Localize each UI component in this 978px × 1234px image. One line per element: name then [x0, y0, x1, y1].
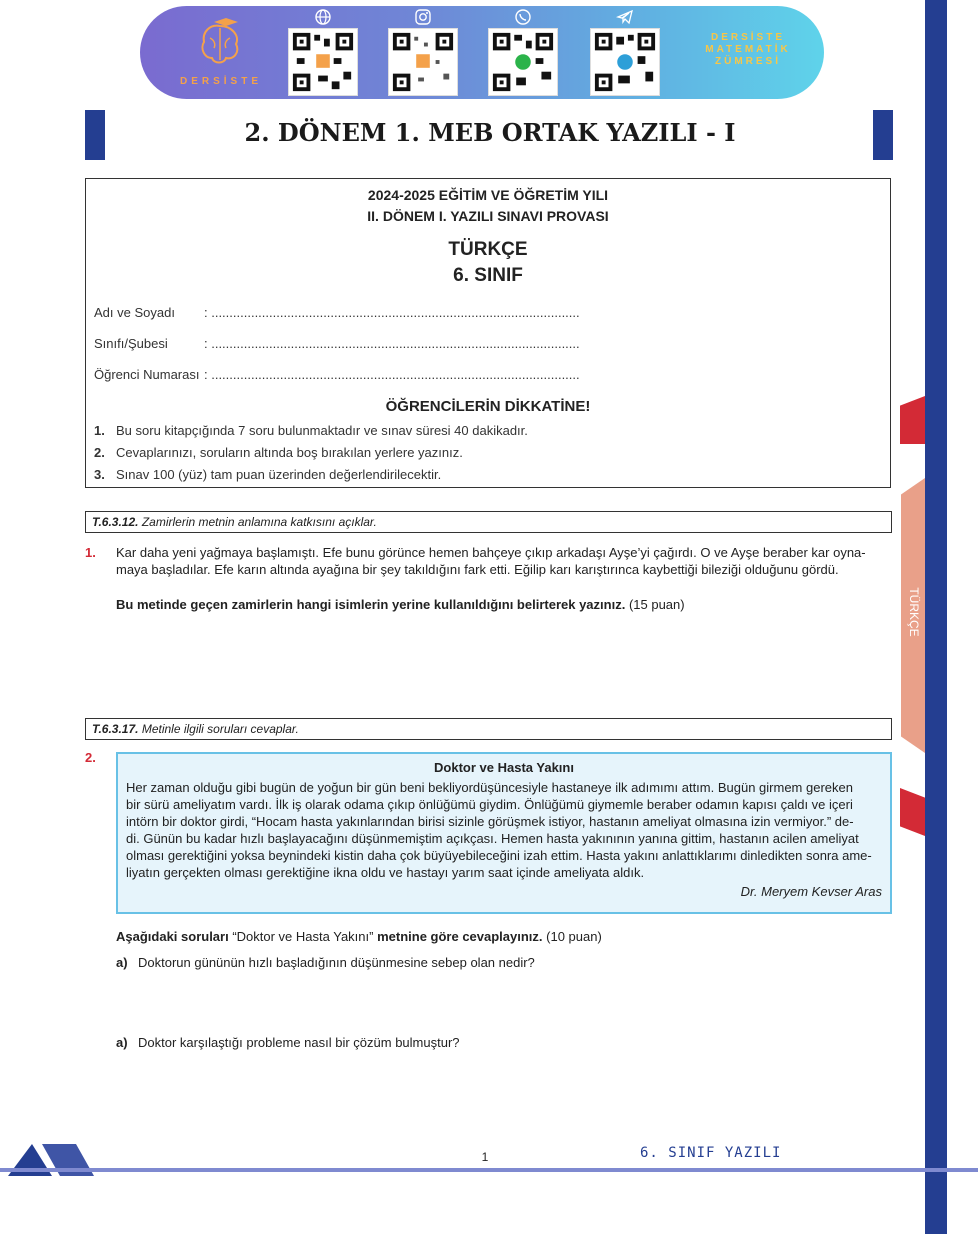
- rule-item: [94, 445, 463, 460]
- field-value: : ......................................................................................................: [204, 305, 580, 320]
- globe-icon: [314, 8, 332, 26]
- question-1-prompt: [116, 596, 896, 613]
- logo-text: DERSİSTE: [180, 76, 263, 87]
- question-1-text: [116, 544, 896, 578]
- points: (10 puan): [546, 929, 602, 944]
- prompt-bold: metnine göre cevaplayınız.: [377, 929, 543, 944]
- text-line: Kar daha yeni yağmaya başlamıştı. Efe bunu görünce hemen bahçeye çıkıp arkadaşı Ayşe’yi çağırdı. O ve Ayşe beraber kar oyna-: [116, 545, 866, 560]
- reading-line: di. Günün bu kadar hızlı başlayacağını düşünmemiştim açıkçası. Hemen hasta yakınının yanına gittim, hastanın acilen ameliyat: [126, 831, 859, 846]
- qr-telegram[interactable]: [590, 8, 660, 98]
- subject: TÜRKÇE: [448, 239, 528, 260]
- sub-question-label: a): [116, 955, 128, 970]
- rule-text: Sınav 100 (yüz) tam puan üzerinden değerlendirilecektir.: [116, 467, 442, 482]
- footer-label: 6. SINIF YAZILI: [640, 1145, 782, 1161]
- rule-number: 1.: [94, 423, 105, 438]
- whatsapp-icon: [514, 8, 532, 26]
- field-value: : ......................................................................................................: [204, 367, 580, 382]
- reading-line: olması gerektiğini yoksa beynindeki kistin daha çok büyüyebileceğini izah ettim. Hasta yakını anlattıklarımı dinledikten sonra ame-: [126, 848, 872, 863]
- qr-code-icon: [288, 28, 358, 96]
- sub-question-text: Doktor karşılaştığı probleme nasıl bir çözüm bulmuştur?: [138, 1035, 460, 1050]
- title-bar-left: [85, 110, 105, 160]
- side-strip: [925, 0, 947, 1234]
- brain-icon: [194, 18, 246, 70]
- rule-number: 2.: [94, 445, 105, 460]
- objective-text: Zamirlerin metnin anlamına katkısını açıklar.: [141, 515, 377, 529]
- reading-line: Her zaman olduğu gibi bugün de yoğun bir gün beni bekliyordüşüncesiyle hastaneye ilk adımımı attım. Bugün girmem gereken: [126, 780, 853, 795]
- rule-item: [94, 467, 441, 482]
- field-student-number[interactable]: [94, 367, 580, 382]
- answer-area-q2a[interactable]: [116, 976, 892, 1026]
- reading-title: Doktor ve Hasta Yakını: [434, 760, 574, 775]
- prompt-bold: Bu metinde geçen zamirlerin hangi isimlerin yerine kullanıldığını belirterek yazınız.: [116, 597, 626, 612]
- attention-title: ÖĞRENCİLERİN DİKKATİNE!: [385, 398, 591, 415]
- question-number: 1.: [85, 545, 96, 560]
- reading-line: bir sürü ameliyatım vardı. İlk iş olarak odama çıkıp önlüğümü giydim. Önlüğümü giymemle beraber odamın kapısı çaldı ve içeri: [126, 797, 853, 812]
- field-label: Sınıfı/Şubesi: [94, 336, 168, 351]
- field-label: Adı ve Soyadı: [94, 305, 175, 320]
- reading-line: liyatın gerçekten olması gerektiğine ikna oldu ve hastayı yarım saat içinde ameliyata aldık.: [126, 865, 645, 880]
- side-tab-label: TÜRKÇE: [907, 587, 921, 637]
- field-name[interactable]: [94, 305, 580, 320]
- exam-info-box: [85, 178, 891, 488]
- title-bar-right: [873, 110, 893, 160]
- qr-whatsapp[interactable]: [488, 8, 558, 98]
- reading-passage: [116, 752, 892, 914]
- header-banner: [140, 6, 824, 99]
- field-value: : ......................................................................................................: [204, 336, 580, 351]
- telegram-icon: [616, 8, 634, 26]
- prompt-quote: “Doktor ve Hasta Yakını”: [228, 929, 378, 944]
- rule-item: [94, 423, 528, 438]
- points: (15 puan): [628, 597, 685, 612]
- reading-line: intörn bir doktor girdi, “Hocam hasta yakınlarından birisi sizinle görüşmek istiyor, hastanın ameliyat olmasına izin vermiyor.” de-: [126, 814, 854, 829]
- brand-line: MATEMATİK: [705, 44, 791, 55]
- sub-question-a: [116, 954, 896, 971]
- qr-code-icon: [388, 28, 458, 96]
- field-class[interactable]: [94, 336, 580, 351]
- rule-text: Cevaplarınızı, soruların altında boş bırakılan yerlere yazınız.: [116, 445, 463, 460]
- objective-code: T.6.3.12.: [92, 515, 139, 529]
- brand-line: ZÜMRESİ: [715, 56, 781, 67]
- brand-text: [692, 32, 804, 68]
- objective-box-q2: [85, 718, 892, 740]
- text-line: maya başladılar. Efe karın altında ayağına bir şey takıldığını fark etti. Eğilip karı karıştırınca kaybettiği bileziği olduğunu gördü.: [116, 562, 839, 577]
- question-2-prompt: [116, 928, 896, 945]
- field-label: Öğrenci Numarası: [94, 367, 200, 382]
- prompt-bold: Aşağıdaki soruları: [116, 929, 229, 944]
- side-tab-red-top: [900, 396, 925, 444]
- answer-area-q1[interactable]: [116, 620, 892, 710]
- footer-line: [0, 1168, 978, 1172]
- objective-text: Metinle ilgili soruları cevaplar.: [141, 722, 299, 736]
- side-tab-red-bottom: [900, 788, 925, 836]
- page-title: 2. DÖNEM 1. MEB ORTAK YAZILI - I: [244, 118, 736, 147]
- question-number: 2.: [85, 750, 96, 765]
- answer-area-q2b[interactable]: [116, 1056, 892, 1126]
- brand-line: DERSİSTE: [710, 32, 785, 43]
- page-number: 1: [481, 1150, 489, 1164]
- exam-line: II. DÖNEM I. YAZILI SINAVI PROVASI: [367, 208, 609, 224]
- qr-website[interactable]: [288, 8, 358, 98]
- sub-question-text: Doktorun gününün hızlı başladığının düşünmesine sebep olan nedir?: [138, 955, 535, 970]
- qr-code-icon: [590, 28, 660, 96]
- instagram-icon: [414, 8, 432, 26]
- reading-author: Dr. Meryem Kevser Aras: [740, 884, 882, 899]
- objective-code: T.6.3.17.: [92, 722, 139, 736]
- sub-question-b: [116, 1034, 896, 1051]
- qr-instagram[interactable]: [388, 8, 458, 98]
- sub-question-label: a): [116, 1035, 128, 1050]
- objective-box-q1: [85, 511, 892, 533]
- rule-text: Bu soru kitapçığında 7 soru bulunmaktadır ve sınav süresi 40 dakikadır.: [116, 423, 528, 438]
- year-line: 2024-2025 EĞİTİM VE ÖĞRETİM YILI: [367, 187, 609, 203]
- dersiste-logo: [180, 12, 263, 92]
- grade: 6. SINIF: [453, 265, 523, 286]
- qr-code-icon: [488, 28, 558, 96]
- rule-number: 3.: [94, 467, 105, 482]
